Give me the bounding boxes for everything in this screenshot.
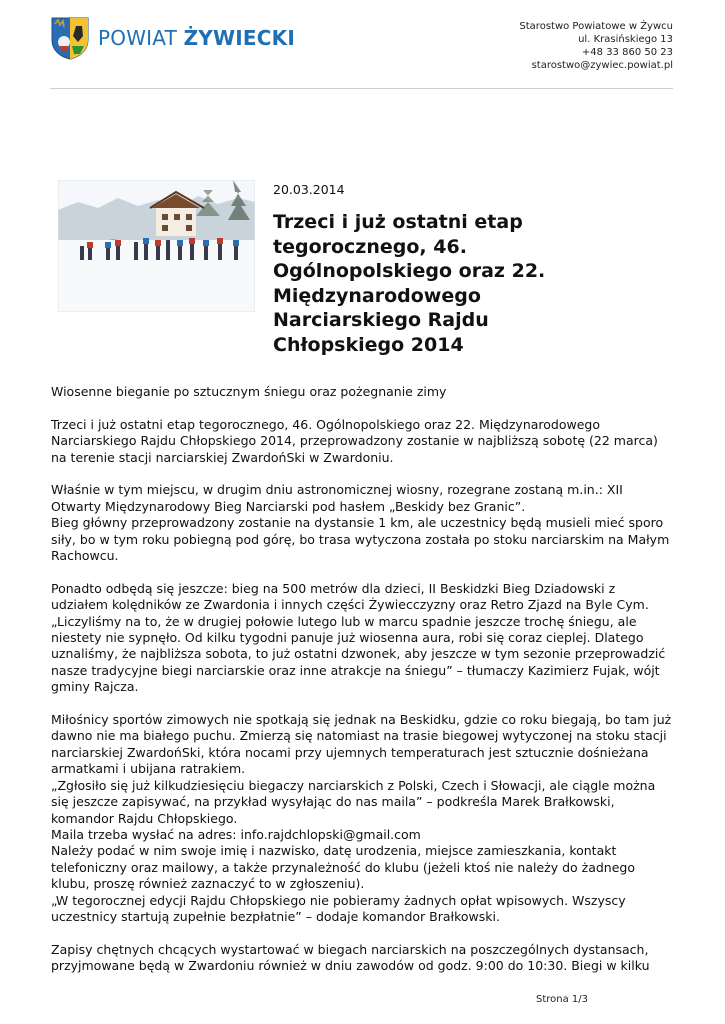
text-line: Właśnie w tym miejscu, w drugim dniu astronomicznej wiosny, rozegrane zostaną m.in.: XII Otwarty Międzynarodowy Bieg Narciarski pod hasłem „Beskidy bez Granic”.	[51, 482, 623, 514]
logo-text-bold: ŻYWIECKI	[183, 26, 295, 50]
text-line: Miłośnicy sportów zimowych nie spotkają się jednak na Beskidku, gdzie co roku biegają, bo tam już dawno nie ma białego puchu. Zmierzą się natomiast na trasie biegowej wytyczonej na stoku stacji narciarskiej ZwardońSki, która nocami przy ujemnych temperaturach jest sztucznie dośnieżana armatkami i ubijana ratrakiem.	[51, 712, 672, 777]
text-line: Trzeci i już ostatni etap tegorocznego, 46. Ogólnopolskiego oraz 22. Międzynarodowego Narciarskiego Rajdu Chłopskiego 2014, przeprowadzony zostanie w najbliższą sobotę (22 marca) na terenie stacji narciarskiej ZwardońSki w Zwardoniu.	[51, 416, 658, 465]
article-title: Trzeci i już ostatni etap tegorocznego, 46. Ogólnopolskiego oraz 22. Międzynarodowego Narciarskiego Rajdu Chłopskiego 2014	[273, 211, 546, 356]
contact-email: starostwo@zywiec.powiat.pl	[531, 60, 673, 71]
text-line: Bieg główny przeprowadzony zostanie na dystansie 1 km, ale uczestnicy będą musieli mieć sporo siły, bo w tym roku pobiegną pod górę, bo trasa wytyczona została po stoku narciarskim na Małym Rachowcu.	[51, 515, 670, 564]
logo-text-regular: POWIAT	[98, 26, 184, 50]
article-date: 20.03.2014	[273, 182, 345, 197]
article-photo	[58, 180, 255, 312]
text-line: Należy podać w nim swoje imię i nazwisko, datę urodzenia, miejsce zamieszkania, kontakt telefoniczny oraz mailowy, a także przynależność do klubu (jeżeli ktoś nie należy do żadnego klubu, proszę również zaznaczyć to w zgłoszeniu).	[51, 843, 635, 892]
page-header	[50, 14, 673, 89]
paragraph	[51, 712, 676, 925]
article-body	[51, 384, 676, 991]
contact-phone: +48 33 860 50 23	[581, 47, 673, 58]
text-line: „W tegorocznej edycji Rajdu Chłopskiego nie pobieramy żadnych opłat wpisowych. Wszyscy uczestnicy startują zupełnie bezpłatnie” – dodaje komandor Brałkowski.	[51, 892, 626, 924]
text-line: „Zgłosiło się już kilkudziesięciu biegaczy narciarskich z Polski, Czech i Słowacji, ale ciągle można się jeszcze zapisywać, na przykład wysyłając do nas maila” – podkreśla Marek Brałkowski, komandor Rajdu Chłopskiego.	[51, 777, 656, 826]
page-number: Strona 1/3	[535, 994, 588, 1005]
text-line: Maila trzeba wysłać na adres: info.rajdchlopski@gmail.com	[51, 826, 421, 842]
logo	[50, 16, 295, 60]
coat-of-arms-icon	[50, 16, 90, 60]
text-line: „Liczyliśmy na to, że w drugiej połowie lutego lub w marcu spadnie jeszcze trochę śniegu, ale niestety nie sypnęło. Od kilku tygodni panuje już wiosenna aura, robi się coraz cieplej. Dlatego uznaliśmy, że najbliższa sobota, to już ostatni dzwonek, aby jeszcze w tym sezonie przeprowadzić nasze tradycyjne biegi narciarskie oraz inne atrakcje na śniegu” – tłumaczy Kazimierz Fujak, wójt gminy Rajcza.	[51, 613, 666, 695]
paragraph	[51, 417, 676, 466]
contact-office: Starostwo Powiatowe w Żywcu	[519, 21, 673, 32]
contact-block	[519, 20, 673, 72]
contact-street: ul. Krasińskiego 13	[578, 34, 673, 45]
paragraph	[51, 384, 676, 400]
text-line: Wiosenne bieganie po sztucznym śniegu oraz pożegnanie zimy	[51, 384, 447, 399]
paragraph	[51, 581, 676, 696]
logo-wordmark	[98, 26, 295, 50]
text-line: Zapisy chętnych chcących wystartować w biegach narciarskich na poszczególnych dystansach, przyjmowane będą w Zwardoniu również w dniu zawodów od godz. 9:00 do 10:30. Biegi w kilku	[51, 941, 650, 974]
paragraph	[51, 942, 676, 975]
text-line: Ponadto odbędą się jeszcze: bieg na 500 metrów dla dzieci, II Beskidzki Bieg Dziadowski z udziałem kolędników ze Zwardonia i innych części Żywiecczyzny oraz Retro Zjazd na Byle Cym.	[51, 580, 649, 613]
paragraph	[51, 482, 676, 564]
